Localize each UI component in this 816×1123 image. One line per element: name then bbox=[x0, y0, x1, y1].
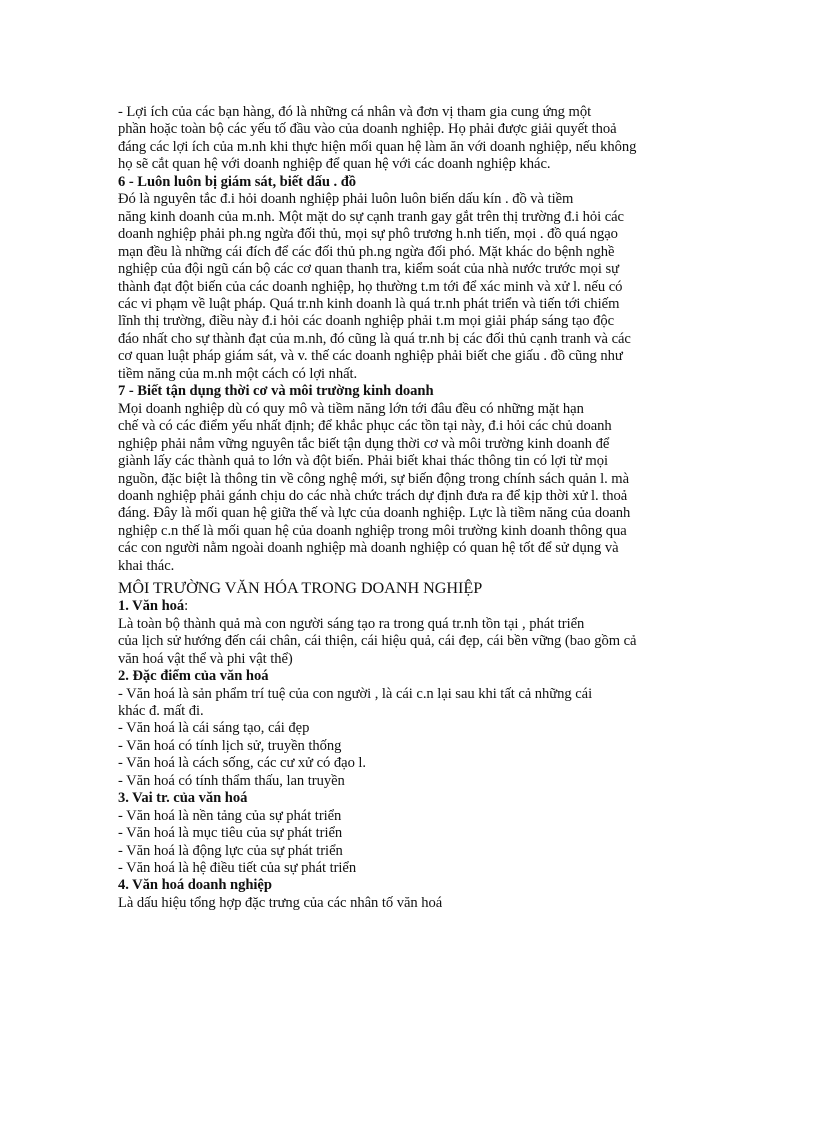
section-heading-text: 6 - Luôn luôn bị giám sát, biết dấu . đồ bbox=[118, 173, 357, 190]
section-heading bbox=[118, 598, 698, 615]
text-line: Mọi doanh nghiệp dù có quy mô và tiềm năng lớn tới đâu đều có những mặt hạn bbox=[118, 400, 584, 417]
text-line: - Văn hoá là cái sáng tạo, cái đẹp bbox=[118, 720, 310, 737]
text-line: khác đ. mất đi. bbox=[118, 702, 204, 719]
text-line: các con người nằm ngoài doanh nghiệp mà doanh nghiệp có quan hệ tốt để sử dụng và bbox=[118, 540, 619, 557]
text-line: phần hoặc toàn bộ các yếu tố đầu vào của doanh nghiệp. Họ phải được giải quyết thoả bbox=[118, 121, 617, 138]
text-line: Là dấu hiệu tổng hợp đặc trưng của các nhân tố văn hoá bbox=[118, 894, 443, 911]
section-heading bbox=[118, 668, 698, 685]
section-heading-text: 3. Vai tr. của văn hoá bbox=[118, 790, 248, 807]
text-line: - Văn hoá có tính lịch sử, truyền thống bbox=[118, 737, 342, 754]
paragraph bbox=[118, 895, 698, 912]
section-heading-text: 1. Văn hoá bbox=[118, 598, 185, 615]
document-page bbox=[118, 104, 698, 912]
text-line: đáo nhất cho sự thành đạt của m.nh, đó cũng là quá tr.nh bị các đối thủ cạnh tranh và các bbox=[118, 330, 631, 347]
text-line: doanh nghiệp phải ph.ng ngừa đối thủ, mọi sự phô trương h.nh tiến, mọi . đồ quá ngạo bbox=[118, 226, 618, 243]
text-line: đáng. Đây là mối quan hệ giữa thế và lực của doanh nghiệp. Lực là tiềm năng của doanh bbox=[118, 505, 631, 522]
section-heading-text: 4. Văn hoá doanh nghiệp bbox=[118, 877, 272, 894]
text-line: tiềm năng của m.nh một cách có lợi nhất. bbox=[118, 365, 358, 382]
text-line: giành lấy các thành quả to lớn và đột biến. Phải biết khai thác thông tin có lợi từ mọi bbox=[118, 453, 608, 470]
text-line: - Văn hoá là mục tiêu của sự phát triển bbox=[118, 825, 343, 842]
text-line: năng kinh doanh của m.nh. Một mặt do sự cạnh tranh gay gắt trên thị trường đ.i hỏi các bbox=[118, 208, 624, 225]
text-line: thành đạt đột biến của các doanh nghiệp, họ thường t.m tới để xác minh và xử l. nếu có bbox=[118, 278, 623, 295]
section-heading bbox=[118, 174, 698, 191]
text-line: mạn đều là những cái đích để các đối thủ ph.ng ngừa đối phó. Mặt khác do bệnh nghề bbox=[118, 243, 615, 260]
text-line: - Văn hoá là nền tảng của sự phát triển bbox=[118, 807, 342, 824]
text-line: Là toàn bộ thành quả mà con người sáng tạo ra trong quá tr.nh tồn tại , phát triển bbox=[118, 615, 585, 632]
text-line: - Văn hoá là sản phẩm trí tuệ của con người , là cái c.n lại sau khi tất cả những cái bbox=[118, 685, 593, 702]
text-line: nghiệp của đội ngũ cán bộ các cơ quan thanh tra, kiểm soát của nhà nước trước mọi sự bbox=[118, 261, 620, 278]
text-line: chế và có các điểm yếu nhất định; để khắc phục các tồn tại này, đ.i hỏi các chủ doanh bbox=[118, 418, 612, 435]
text-line: - Văn hoá có tính thẩm thấu, lan truyền bbox=[118, 772, 345, 789]
text-line: họ sẽ cắt quan hệ với doanh nghiệp để quan hệ với các doanh nghiệp khác. bbox=[118, 156, 551, 173]
paragraph bbox=[118, 401, 698, 576]
text-line: - Văn hoá là cách sống, các cư xử có đạo l. bbox=[118, 755, 367, 772]
paragraph bbox=[118, 616, 698, 668]
text-line: doanh nghiệp phải gánh chịu do các nhà chức trách dự định đưa ra để kịp thời xử l. thoả bbox=[118, 487, 628, 504]
text-line: cơ quan luật pháp giám sát, và v. thế các doanh nghiệp phải biết che giấu . đồ cũng như bbox=[118, 348, 623, 365]
text-line: - Văn hoá là động lực của sự phát triển bbox=[118, 842, 343, 859]
document-title: MÔI TRƯỜNG VĂN HÓA TRONG DOANH NGHIỆP bbox=[118, 579, 483, 598]
text-line: khai thác. bbox=[118, 557, 175, 574]
text-line: nguồn, đặc biệt là thông tin về công nghệ mới, sự biến động trong chính sách quản l. mà bbox=[118, 470, 630, 487]
paragraph bbox=[118, 686, 698, 791]
section-heading bbox=[118, 383, 698, 400]
text-line: nghiệp phải nắm vững nguyên tắc biết tận dụng thời cơ và môi trường kinh doanh để bbox=[118, 435, 610, 452]
text-line: văn hoá vật thể và phi vật thể) bbox=[118, 650, 293, 667]
text-line: lĩnh thị trường, điều này đ.i hỏi các doanh nghiệp phải t.m mọi giải pháp sáng tạo độc bbox=[118, 313, 615, 330]
text-line: nghiệp c.n thế là mối quan hệ của doanh nghiệp trong môi trường kinh doanh thông qua bbox=[118, 522, 627, 539]
text-line: các vi phạm về luật pháp. Quá tr.nh kinh doanh là quá tr.nh phát triển và tiến tới chiếm bbox=[118, 295, 620, 312]
section-heading-text: 2. Đặc điểm của văn hoá bbox=[118, 668, 269, 685]
text-line: Đó là nguyên tắc đ.i hỏi doanh nghiệp phải luôn luôn biến dấu kín . đồ và tiềm bbox=[118, 191, 574, 208]
text-line: của lịch sử hướng đến cái chân, cái thiện, cái hiệu quả, cái đẹp, cái bền vững (bao gồm cả bbox=[118, 633, 637, 650]
text-line: đáng các lợi ích của m.nh khi thực hiện mối quan hệ làm ăn với doanh nghiệp, nếu không bbox=[118, 138, 637, 155]
paragraph bbox=[118, 191, 698, 383]
paragraph bbox=[118, 808, 698, 878]
section-heading bbox=[118, 790, 698, 807]
section-heading-text: 7 - Biết tận dụng thời cơ và môi trường kinh doanh bbox=[118, 383, 434, 400]
text-line: - Văn hoá là hệ điều tiết của sự phát triển bbox=[118, 860, 357, 877]
text-line: - Lợi ích của các bạn hàng, đó là những cá nhân và đơn vị tham gia cung ứng một bbox=[118, 104, 592, 120]
paragraph bbox=[118, 104, 698, 174]
section-heading bbox=[118, 877, 698, 894]
section-heading-suffix: : bbox=[184, 598, 189, 615]
